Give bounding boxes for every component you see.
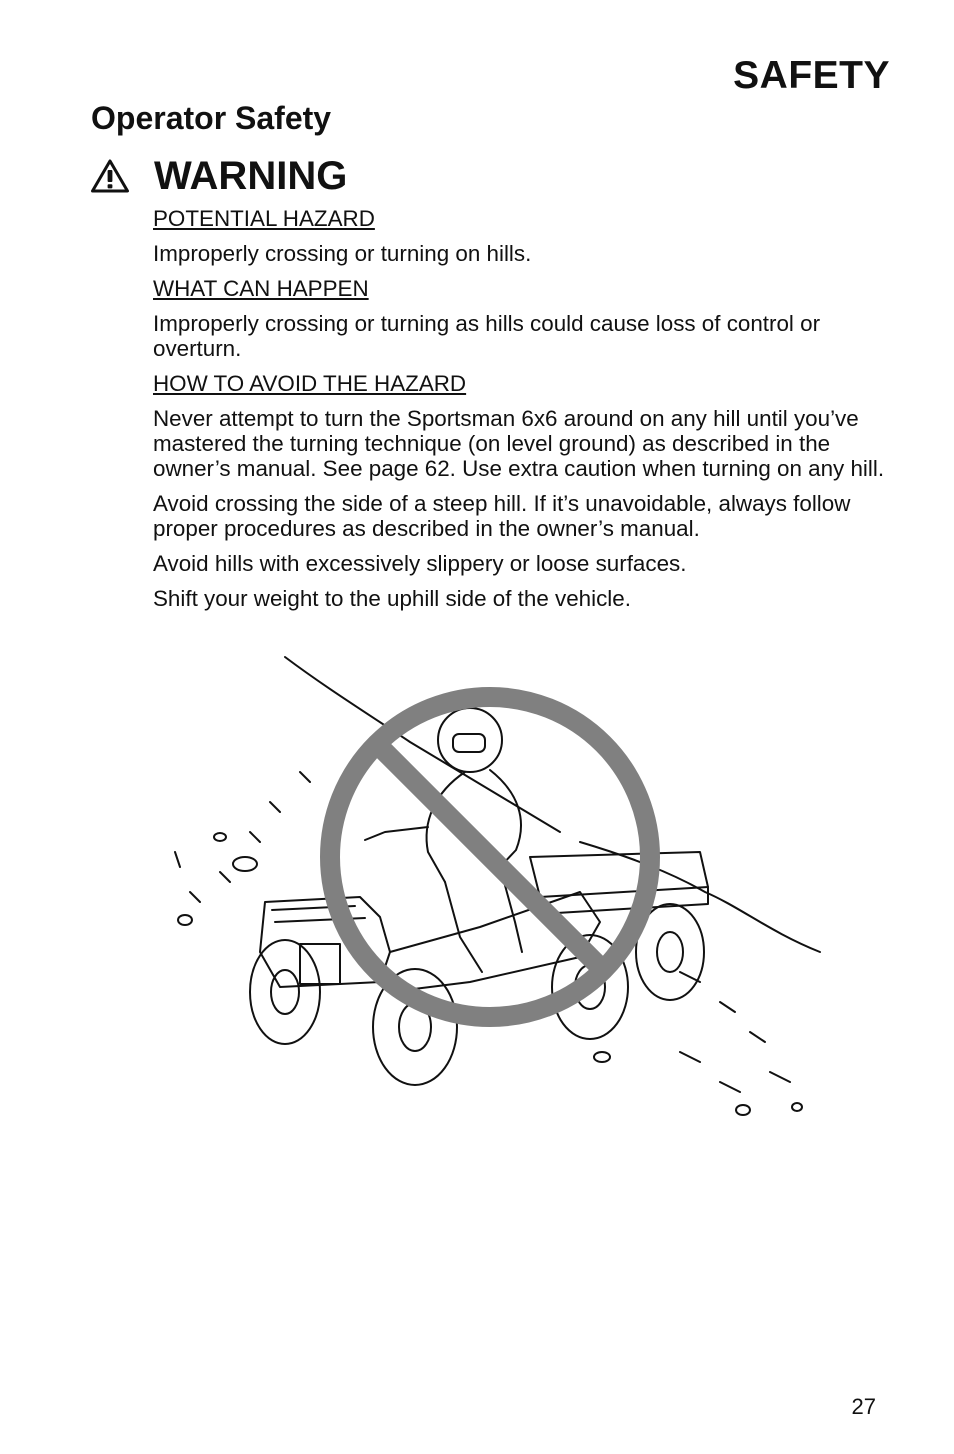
section-title: SAFETY: [733, 54, 890, 97]
page-number: 27: [851, 1394, 876, 1419]
potential-hazard-text: Improperly crossing or turning on hills.: [153, 241, 532, 266]
warning-triangle-icon: [91, 159, 129, 193]
avoid-paragraph: Avoid hills with excessively slippery or loose surfaces.: [153, 551, 687, 576]
warning-body: [153, 206, 888, 621]
prohibition-icon: [330, 697, 650, 1017]
warning-header: [91, 152, 347, 200]
avoid-paragraph: Avoid crossing the side of a steep hill. If it’s unavoidable, always follow proper procedures as described in the owner’s manual.: [153, 491, 851, 541]
avoid-paragraph: Shift your weight to the uphill side of the vehicle.: [153, 586, 631, 611]
warning-label: WARNING: [154, 153, 348, 198]
subsection-title: Operator Safety: [91, 100, 332, 136]
atv-hill-illustration: [160, 652, 830, 1152]
avoid-paragraph: Never attempt to turn the Sportsman 6x6 around on any hill until you’ve mastered the turning technique (on level ground) as described in the owner’s manual. See page 62. Use extra caution when turning on any hill.: [153, 406, 885, 481]
what-can-happen-heading: WHAT CAN HAPPEN: [153, 276, 369, 301]
potential-hazard-heading: POTENTIAL HAZARD: [153, 206, 375, 231]
what-can-happen-text: Improperly crossing or turning as hills could cause loss of control or overturn.: [153, 311, 821, 361]
how-to-avoid-heading: HOW TO AVOID THE HAZARD: [153, 371, 467, 396]
